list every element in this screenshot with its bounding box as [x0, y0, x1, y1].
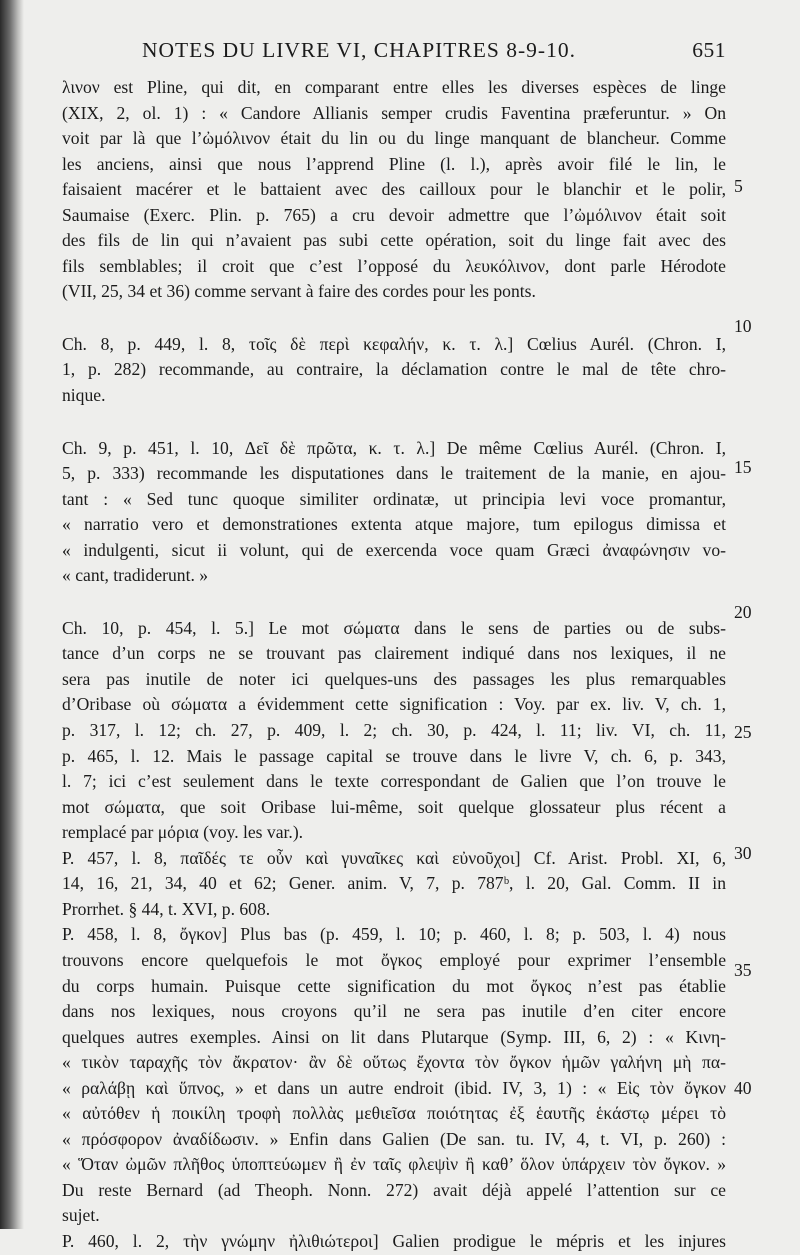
- text-line: trouvons encore quelquefois le mot ὄγκος employé pour exprimer l’ensemble: [62, 949, 726, 970]
- margin-line-number: 35: [734, 960, 752, 980]
- text-line: « τικὸν ταραχῆς τὸν ἄκρατον· ἂν δὲ οὕτως ἔχοντα τὸν ὄγκον ἡμῶν γαλήνη μὴ πα-: [62, 1052, 726, 1073]
- book-gutter-shadow: [0, 0, 24, 1229]
- text-line: « πρόσφορον ἀναδίδωσιν. » Enfin dans Galien (De san. tu. IV, 4, t. VI, p. 260) :: [62, 1128, 726, 1149]
- text-line: tant : « Sed tunc quoque similiter ordinatæ, ut principia levi voce promantur,: [62, 488, 726, 509]
- text-line: 5, p. 333) recommande les disputationes dans le traitement de la manie, en ajou-: [62, 463, 726, 484]
- text-line: (XIX, 2, ol. 1) : « Candore Allianis semper crudis Faventina præferuntur. » On: [62, 102, 726, 123]
- text-line: « indulgenti, sicut ii volunt, qui de exercenda voce quam Græci ἀναφώνησιν vo-: [62, 539, 726, 560]
- text-line: quelques autres exemples. Ainsi on lit dans Plutarque (Symp. III, 6, 2) : « Κινη-: [62, 1026, 726, 1047]
- margin-line-number: 5: [734, 176, 743, 196]
- text-line: Ch. 9, p. 451, l. 10, Δεῖ δὲ πρῶτα, κ. τ. λ.] De même Cœlius Aurél. (Chron. I,: [62, 437, 726, 458]
- text-line: « Ὅταν ὠμῶν πλῆθος ὑποπτεύωμεν ἢ ἐν ταῖς φλεψὶν ἢ καθ’ ὅλον ὑπάρχειν τὸν ὄγκον. »: [62, 1154, 726, 1175]
- text-line: voit par là que l’ὠμόλινον était du lin ou du linge manquant de blancheur. Comme: [62, 128, 726, 149]
- text-line: « ραλάβῃ καὶ ὕπνος, » et dans un autre endroit (ibid. IV, 3, 1) : « Εἰς τὸν ὄγκον: [62, 1077, 726, 1098]
- margin-line-number: 10: [734, 316, 752, 336]
- paragraph-gap: [62, 409, 726, 436]
- running-header: [62, 38, 726, 72]
- text-line: Prorrhet. § 44, t. XVI, p. 608.: [62, 898, 271, 919]
- text-line: p. 317, l. 12; ch. 27, p. 409, l. 2; ch. 30, p. 424, l. 11; liv. VI, ch. 11,: [62, 720, 726, 741]
- text-line: Du reste Bernard (ad Theoph. Nonn. 272) avait déjà appelé l’attention sur ce: [62, 1179, 726, 1200]
- margin-line-number: 15: [734, 457, 752, 477]
- text-line: mot σώματα, que soit Oribase lui-même, soit quelque glossateur plus récent a: [62, 796, 726, 817]
- margin-line-number: 40: [734, 1078, 752, 1098]
- text-line: Ch. 10, p. 454, l. 5.] Le mot σώματα dans le sens de parties ou de subs-: [62, 617, 726, 638]
- text-line: du corps humain. Puisque cette signification du mot ὄγκος n’est pas établie: [62, 975, 726, 996]
- text-line: « cant, tradiderunt. »: [62, 565, 209, 586]
- paragraph-gap: [62, 305, 726, 332]
- text-line: tance d’un corps ne se trouvant pas clairement indiqué dans nos lexiques, il ne: [62, 643, 726, 664]
- text-line: P. 458, l. 8, ὄγκον] Plus bas (p. 459, l. 10; p. 460, l. 8; p. 503, l. 4) nous: [62, 924, 726, 945]
- text-line: p. 465, l. 12. Mais le passage capital se trouve dans le livre V, ch. 6, p. 343,: [62, 745, 726, 766]
- text-line: l. 7; ici c’est seulement dans le texte correspondant de Galien que l’on trouve le: [62, 771, 726, 792]
- margin-line-number: 25: [734, 722, 752, 742]
- text-line: λινον est Pline, qui dit, en comparant entre elles les diverses espèces de linge: [62, 77, 726, 97]
- text-line: Ch. 8, p. 449, l. 8, τοῖς δὲ περὶ κεφαλήν, κ. τ. λ.] Cœlius Aurél. (Chron. I,: [62, 333, 726, 354]
- text-line: 14, 16, 21, 34, 40 et 62; Gener. anim. V, 7, p. 787ᵇ, l. 20, Gal. Comm. II in: [62, 873, 726, 894]
- margin-line-number: 30: [734, 843, 752, 863]
- text-line: dans nos lexiques, nous croyons qu’il ne sera pas inutile d’en citer encore: [62, 1001, 726, 1022]
- page-number: 651: [692, 38, 726, 62]
- text-line: fils semblables; il croit que c’est l’opposé du λευκόλινον, dont parle Hérodote: [62, 255, 726, 276]
- text-line: remplacé par μόρια (voy. les var.).: [62, 822, 304, 843]
- margin-line-number: 20: [734, 602, 752, 622]
- running-title: NOTES DU LIVRE VI, CHAPITRES 8-9-10.: [142, 38, 576, 62]
- text-line: d’Oribase où σώματα a évidemment cette signification : Voy. par ex. liv. V, ch. 1,: [62, 694, 726, 715]
- text-line: « narratio vero et demonstrationes extenta atque majore, tum epilogus dimissa et: [62, 514, 726, 535]
- text-line: nique.: [62, 385, 106, 406]
- notes-text: [62, 75, 726, 1255]
- text-line: « αὐτόθεν ἡ ποικίλη τροφὴ πολλὰς μεθιεῖσα ποιότητας ἐξ ἑαυτῆς ἑκάστῳ μέρει τὸ: [62, 1103, 726, 1124]
- text-line: les anciens, ainsi que nous l’apprend Pline (l. l.), après avoir filé le lin, le: [62, 153, 726, 174]
- text-line: P. 457, l. 8, παῖδές τε οὖν καὶ γυναῖκες καὶ εὐνοῦχοι] Cf. Arist. Probl. XI, 6,: [62, 847, 726, 868]
- paragraph-gap: [62, 589, 726, 616]
- text-line: faisaient macérer et le battaient avec des cailloux pour le blanchir et le polir,: [62, 179, 726, 200]
- text-line: (VII, 25, 34 et 36) comme servant à faire des cordes pour les ponts.: [62, 281, 536, 302]
- text-line: Saumaise (Exerc. Plin. p. 765) a cru devoir admettre que l’ὠμόλινον était soit: [62, 204, 726, 225]
- text-line: 1, p. 282) recommande, au contraire, la déclamation contre le mal de tête chro-: [62, 359, 726, 380]
- text-line: des fils de lin qui n’avaient pas subi cette opération, soit du linge fait avec des: [62, 230, 726, 251]
- text-line: sujet.: [62, 1205, 100, 1226]
- text-line: sera pas inutile de noter ici quelques-uns des passages les plus remarquables: [62, 668, 726, 689]
- text-line: P. 460, l. 2, τὴν γνώμην ἠλιθιώτεροι] Galien prodigue le mépris et les injures: [62, 1230, 726, 1251]
